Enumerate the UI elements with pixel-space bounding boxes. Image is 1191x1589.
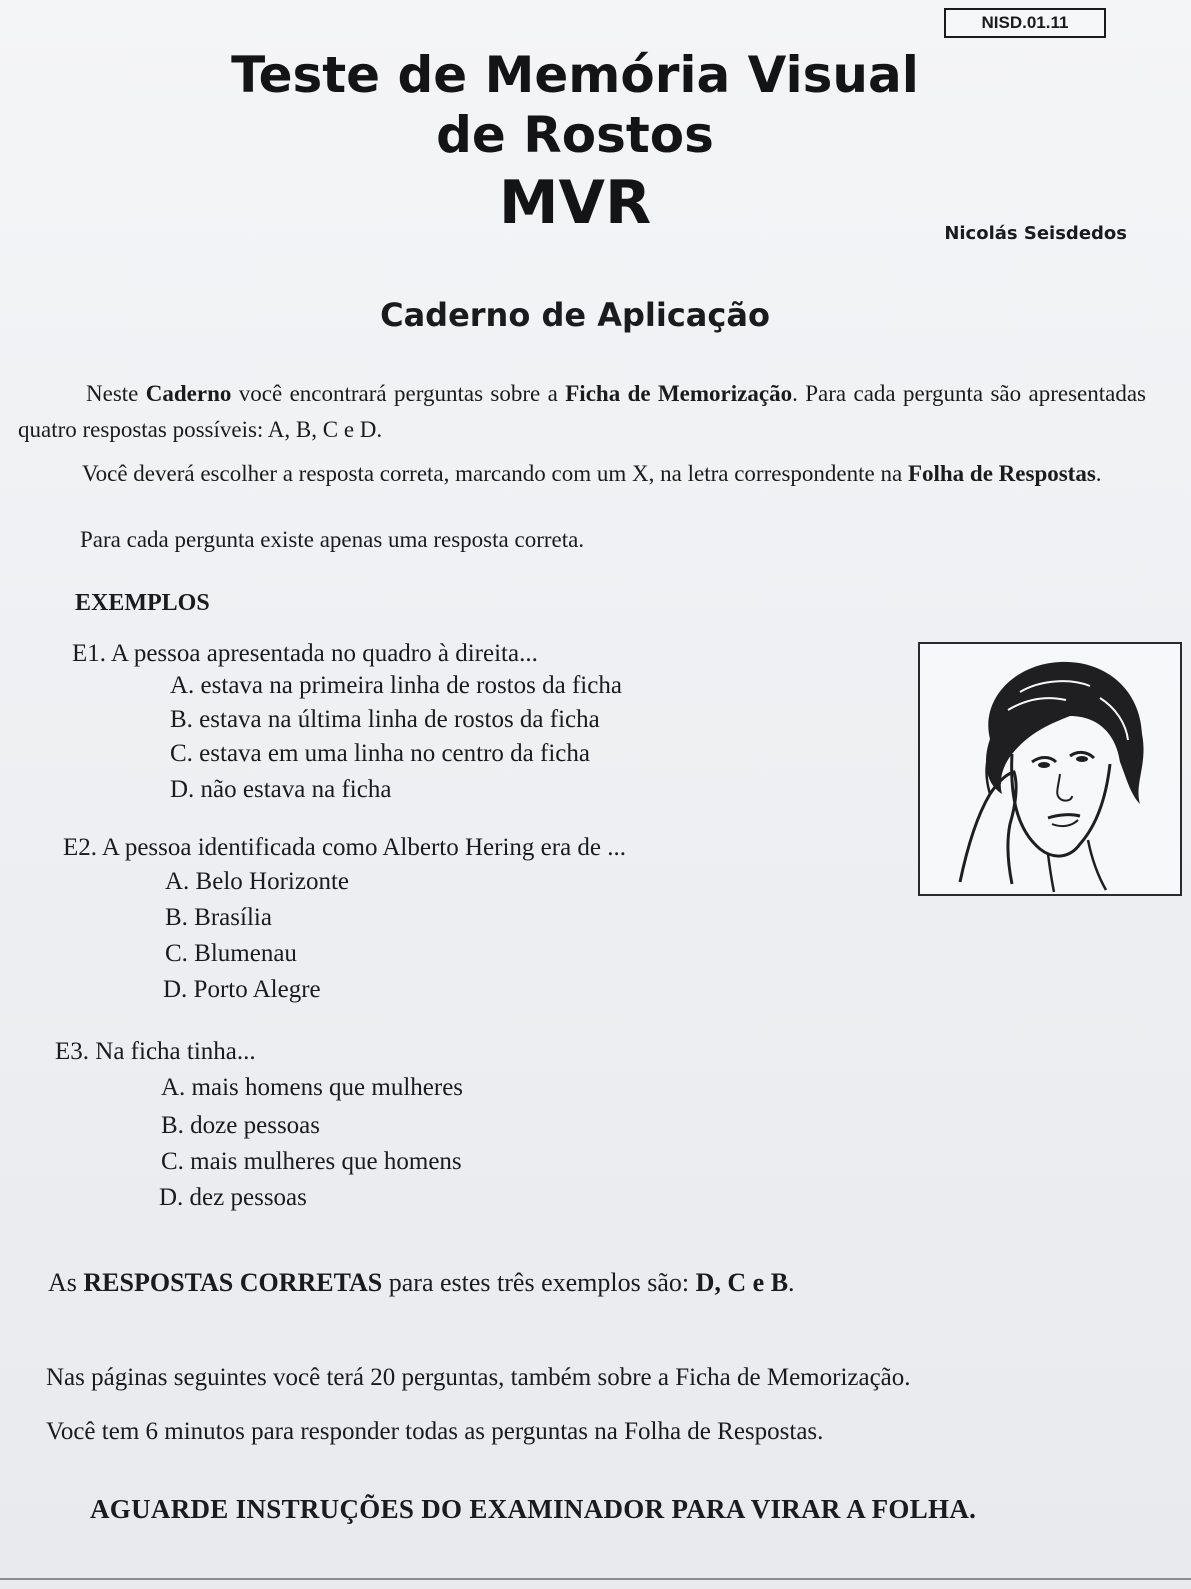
option-c: C. estava em uma linha no centro da ficha <box>170 740 590 767</box>
question-stem: E1. A pessoa apresentada no quadro à direita... <box>72 640 538 667</box>
example-question-2 <box>63 834 627 1003</box>
option-b: B. doze pessoas <box>161 1112 320 1139</box>
info-line-2: Você tem 6 minutos para responder todas as perguntas na Folha de Respostas. <box>46 1418 824 1445</box>
intro-paragraph-2: Você deverá escolher a resposta correta, marcando com um X, na letra correspondente na Folha de Respostas. <box>82 461 1102 486</box>
option-c: C. Blumenau <box>165 940 297 967</box>
correct-answers-line: As RESPOSTAS CORRETAS para estes três exemplos são: D, C e B. <box>48 1268 795 1297</box>
face-illustration-frame <box>918 642 1182 896</box>
author-name: Nicolás Seisdedos <box>944 223 1127 244</box>
option-a: A. Belo Horizonte <box>165 868 349 895</box>
option-a: A. mais homens que mulheres <box>161 1074 464 1101</box>
examples-heading: EXEMPLOS <box>75 590 210 616</box>
option-c: C. mais mulheres que homens <box>161 1148 462 1175</box>
option-d: D. dez pessoas <box>159 1184 307 1211</box>
document-code-box: NISD.01.11 <box>944 8 1106 38</box>
example-question-3 <box>55 1038 464 1211</box>
option-b: B. Brasília <box>165 904 272 931</box>
booklet-subtitle: Caderno de Aplicação <box>380 296 770 334</box>
info-line-1: Nas páginas seguintes você terá 20 perguntas, também sobre a Ficha de Memorização. <box>46 1364 911 1391</box>
option-d: D. Porto Alegre <box>163 976 321 1003</box>
title-line-1: Teste de Memória Visual <box>231 46 919 104</box>
woman-face-illustration <box>920 644 1180 894</box>
option-d: D. não estava na ficha <box>170 776 392 803</box>
example-question-1 <box>72 640 622 803</box>
bottom-divider <box>0 1578 1191 1580</box>
title-line-3: MVR <box>498 168 652 238</box>
closing-instruction: AGUARDE INSTRUÇÕES DO EXAMINADOR PARA VIRAR A FOLHA. <box>90 1494 977 1524</box>
title-line-2: de Rostos <box>436 106 714 164</box>
intro-paragraph-3: Para cada pergunta existe apenas uma resposta correta. <box>80 527 585 552</box>
question-stem: E3. Na ficha tinha... <box>55 1038 256 1065</box>
option-b: B. estava na última linha de rostos da ficha <box>170 706 600 733</box>
question-stem: E2. A pessoa identificada como Alberto Hering era de ... <box>63 834 627 861</box>
option-a: A. estava na primeira linha de rostos da ficha <box>170 672 622 699</box>
intro-paragraph-1: Neste Caderno você encontrará perguntas sobre a Ficha de Memorização. Para cada pergunta são apresentadas quatro respostas possíveis: A, B, C e D. <box>18 381 1146 442</box>
